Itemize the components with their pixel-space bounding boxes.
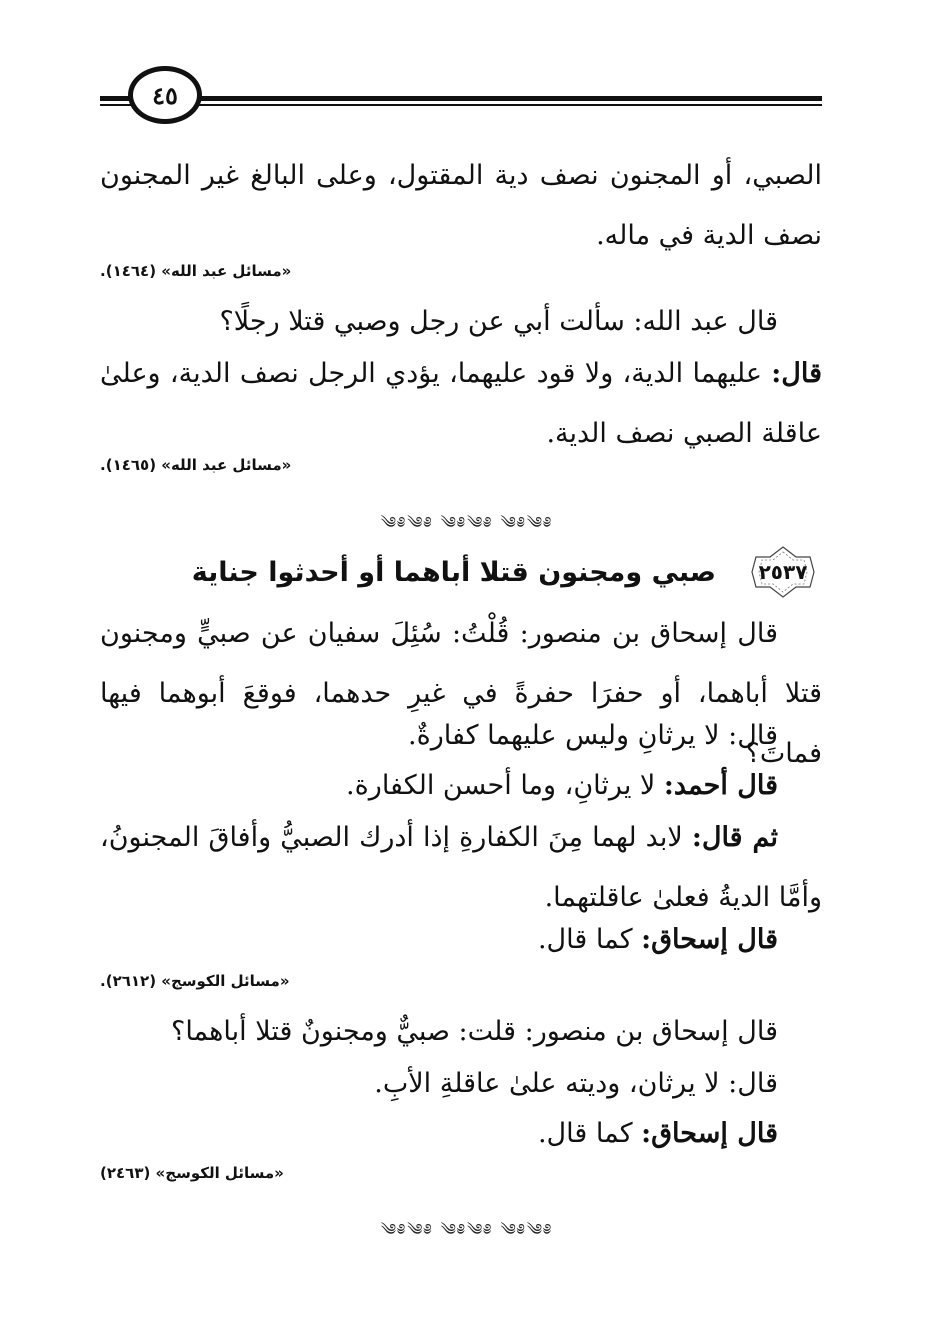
source-citation-3: «مسائل الكوسج» (٢٦١٢). <box>100 972 290 990</box>
speaker-label: قال إسحاق: <box>641 924 778 955</box>
ornament-divider-2: ༄༅༄༅ ༄༅༄༅ ༄༅༄༅ <box>380 1220 554 1239</box>
section-title: صبي ومجنون قتلا أباهما أو أحدثوا جناية <box>191 556 716 588</box>
page-number: ٤٥ <box>128 66 202 124</box>
source-citation-4: «مسائل الكوسج» (٢٤٦٣) <box>100 1164 284 1182</box>
paragraph-3-1: قال إسحاق بن منصور: قُلْتُ: سُئِلَ سفيان عن صبيٍّ ومجنون قتلا أباهما، أو حفرَا حفرةً في غيرِ حدهما، فوقعَ أبوهما فيها فماتَ؟ <box>100 618 822 769</box>
source-citation-2: «مسائل عبد الله» (١٤٦٥). <box>100 456 292 474</box>
paragraph-answer-1: قال: عليهما الدية، ولا قود عليهما، يؤدي الرجل نصف الدية، وعلىٰ عاقلة الصبي نصف الدية. <box>100 358 822 449</box>
paragraph-3-3: قال أحمد: لا يرثانِ، وما أحسن الكفارة. <box>346 770 778 801</box>
speaker-label: ثم قال: <box>691 822 778 853</box>
paragraph-3-4: ثم قال: لابد لهما مِنَ الكفارةِ إذا أدرك الصبيُّ وأفاقَ المجنونُ، وأمَّا الديةُ فعلىٰ عاقلتهما. <box>100 822 822 913</box>
paragraph-4-3: قال إسحاق: كما قال. <box>537 1118 778 1149</box>
paragraph-4-2: قال: لا يرثان، وديته علىٰ عاقلةِ الأبِ. <box>374 1068 778 1099</box>
source-citation-1: «مسائل عبد الله» (١٤٦٤). <box>100 262 292 280</box>
paragraph-question-1: قال عبد الله: سألت أبي عن رجل وصبي قتلا رجلًا؟ <box>219 306 778 337</box>
section-number: ٢٥٣٧ <box>758 560 808 584</box>
ornament-divider-1: ༄༅༄༅ ༄༅༄༅ ༄༅༄༅ <box>380 513 554 532</box>
paragraph-3-2: قال: لا يرثانِ وليس عليهما كفارةٌ. <box>408 720 778 751</box>
header-rule-thin <box>100 104 822 106</box>
speaker-label: قال إسحاق: <box>641 1118 778 1149</box>
paragraph-1: الصبي، أو المجنون نصف دية المقتول، وعلى البالغ غير المجنون نصف الدية في ماله. <box>100 160 822 251</box>
speaker-label: قال أحمد: <box>663 770 778 801</box>
paragraph-3-5: قال إسحاق: كما قال. <box>537 924 778 955</box>
page-header <box>0 0 934 140</box>
section-heading <box>100 542 822 602</box>
section-number-badge <box>744 543 822 601</box>
answer-label: قال: <box>771 358 822 389</box>
header-rule-thick <box>100 96 822 101</box>
paragraph-4-1: قال إسحاق بن منصور: قلت: صبيٌّ ومجنونٌ قتلا أباهما؟ <box>170 1016 778 1047</box>
